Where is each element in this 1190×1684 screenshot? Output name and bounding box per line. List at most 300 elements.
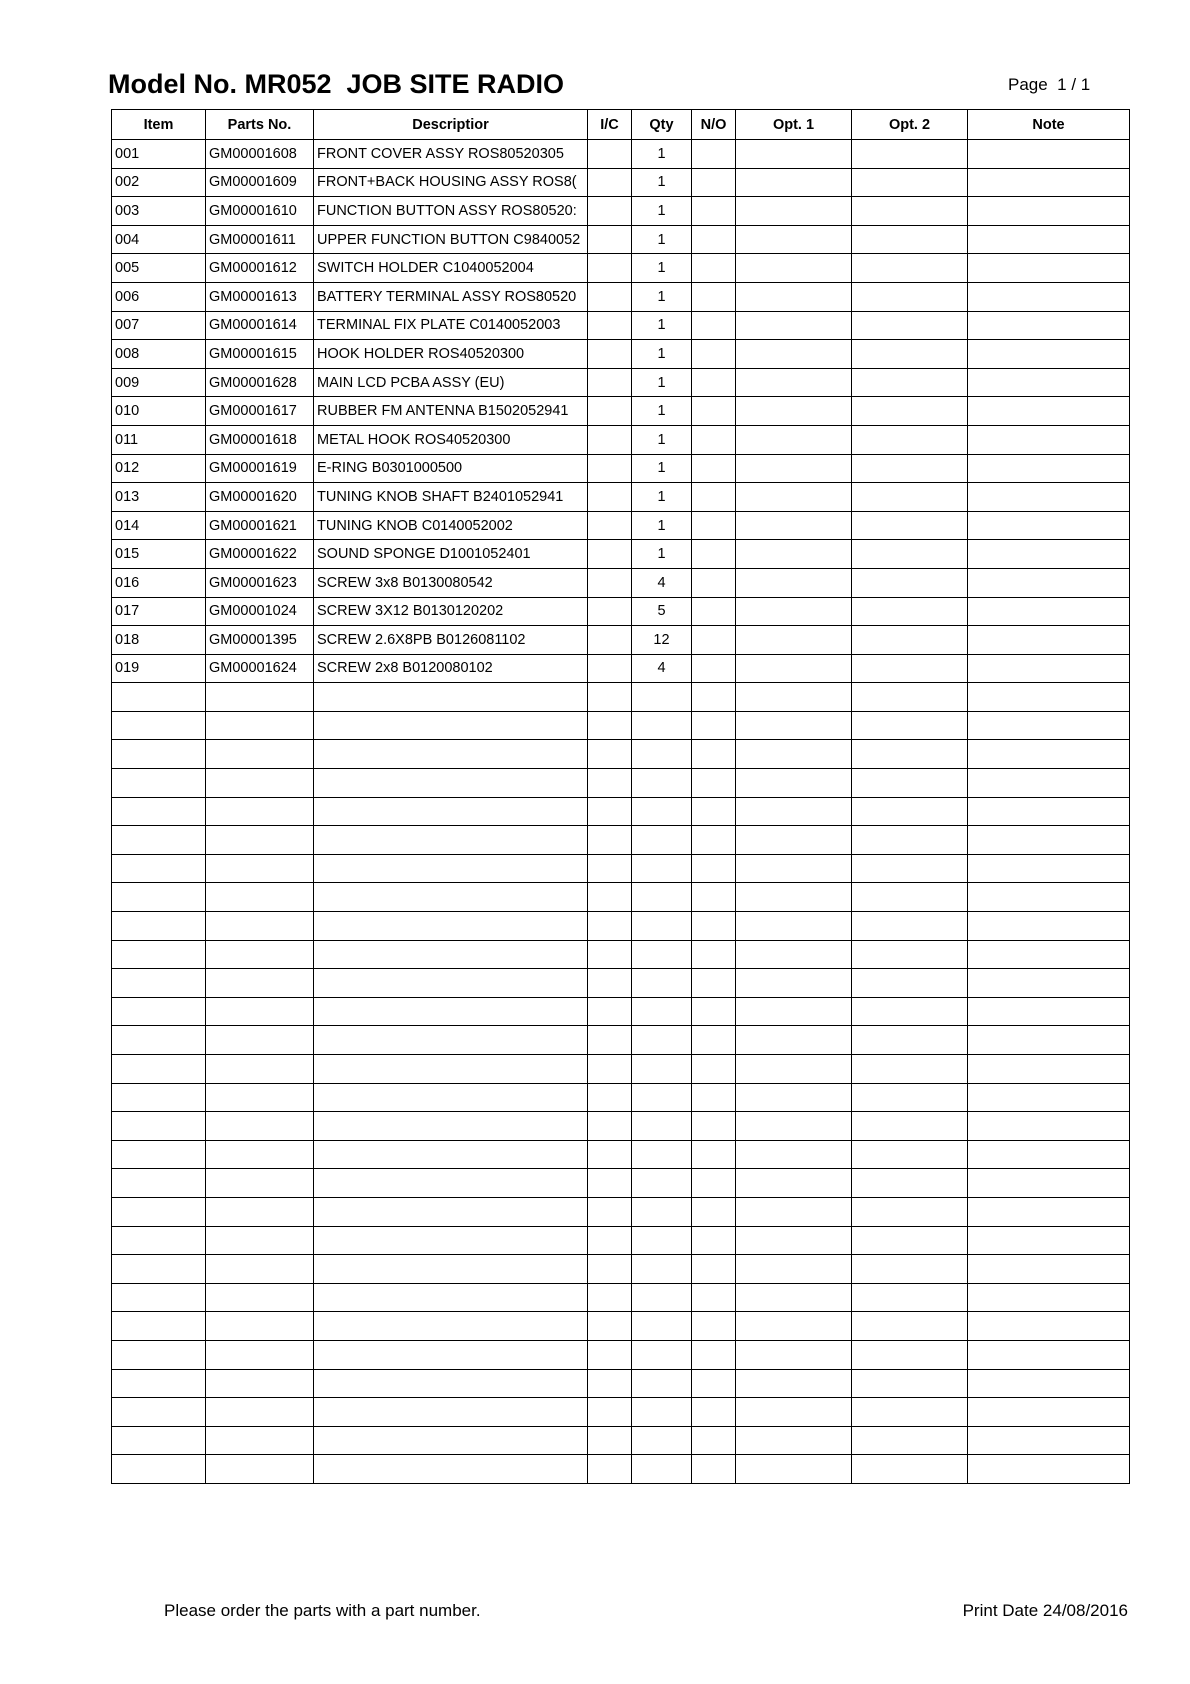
table-row: [112, 1169, 1130, 1198]
table-row: [112, 1283, 1130, 1312]
cell-opt2: [852, 1226, 968, 1255]
cell-description: BATTERY TERMINAL ASSY ROS80520: [314, 282, 588, 311]
cell-qty: 1: [632, 540, 692, 569]
cell-description: SCREW 2.6X8PB B0126081102: [314, 626, 588, 655]
table-row: [112, 969, 1130, 998]
cell-opt1: [736, 1369, 852, 1398]
cell-no: [692, 1455, 736, 1484]
cell-part-no: [206, 940, 314, 969]
cell-qty: [632, 826, 692, 855]
cell-opt1: [736, 511, 852, 540]
cell-no: [692, 282, 736, 311]
table-row: [112, 940, 1130, 969]
column-header-no: N/O: [692, 110, 736, 140]
cell-note: [968, 1283, 1130, 1312]
cell-description: [314, 1112, 588, 1141]
cell-note: [968, 826, 1130, 855]
cell-part-no: GM00001623: [206, 568, 314, 597]
cell-description: [314, 797, 588, 826]
cell-part-no: [206, 1455, 314, 1484]
cell-qty: 1: [632, 140, 692, 169]
cell-note: [968, 1340, 1130, 1369]
cell-description: SOUND SPONGE D1001052401: [314, 540, 588, 569]
cell-qty: [632, 740, 692, 769]
cell-ic: [588, 597, 632, 626]
cell-opt2: [852, 683, 968, 712]
table-row: [112, 1340, 1130, 1369]
cell-opt1: [736, 1226, 852, 1255]
cell-part-no: [206, 1283, 314, 1312]
table-row: [112, 425, 1130, 454]
cell-no: [692, 568, 736, 597]
cell-no: [692, 740, 736, 769]
cell-note: [968, 711, 1130, 740]
cell-part-no: [206, 1055, 314, 1084]
cell-opt1: [736, 626, 852, 655]
cell-opt2: [852, 1197, 968, 1226]
cell-item: [112, 940, 206, 969]
cell-note: [968, 311, 1130, 340]
column-header-opt2: Opt. 2: [852, 110, 968, 140]
table-row: [112, 1226, 1130, 1255]
cell-opt2: [852, 1112, 968, 1141]
cell-opt2: [852, 168, 968, 197]
cell-description: SCREW 3x8 B0130080542: [314, 568, 588, 597]
cell-description: SCREW 3X12 B0130120202: [314, 597, 588, 626]
cell-opt2: [852, 854, 968, 883]
cell-opt2: [852, 1398, 968, 1427]
table-row: [112, 225, 1130, 254]
cell-description: [314, 940, 588, 969]
cell-description: [314, 1140, 588, 1169]
cell-no: [692, 311, 736, 340]
cell-opt2: [852, 282, 968, 311]
cell-opt1: [736, 740, 852, 769]
column-header-parts-no: Parts No.: [206, 110, 314, 140]
cell-description: SCREW 2x8 B0120080102: [314, 654, 588, 683]
cell-item: 013: [112, 483, 206, 512]
table-row: [112, 1112, 1130, 1141]
cell-item: [112, 912, 206, 941]
cell-part-no: [206, 1226, 314, 1255]
cell-no: [692, 340, 736, 369]
cell-qty: [632, 912, 692, 941]
cell-opt2: [852, 1312, 968, 1341]
cell-qty: [632, 1340, 692, 1369]
table-row: [112, 1083, 1130, 1112]
table-row: [112, 311, 1130, 340]
cell-part-no: GM00001611: [206, 225, 314, 254]
cell-note: [968, 454, 1130, 483]
cell-note: [968, 854, 1130, 883]
cell-note: [968, 654, 1130, 683]
footer-print-date: Print Date 24/08/2016: [962, 1601, 1128, 1620]
cell-ic: [588, 826, 632, 855]
cell-ic: [588, 511, 632, 540]
cell-opt1: [736, 1140, 852, 1169]
cell-qty: [632, 1026, 692, 1055]
cell-item: 016: [112, 568, 206, 597]
table-row: [112, 1026, 1130, 1055]
cell-ic: [588, 1055, 632, 1084]
cell-item: [112, 826, 206, 855]
cell-no: [692, 1426, 736, 1455]
cell-no: [692, 425, 736, 454]
cell-item: 006: [112, 282, 206, 311]
cell-note: [968, 1369, 1130, 1398]
cell-item: [112, 1426, 206, 1455]
table-row: [112, 397, 1130, 426]
cell-opt2: [852, 1140, 968, 1169]
cell-qty: [632, 1455, 692, 1484]
cell-opt1: [736, 568, 852, 597]
cell-description: [314, 1083, 588, 1112]
cell-opt1: [736, 1083, 852, 1112]
cell-part-no: GM00001610: [206, 197, 314, 226]
cell-note: [968, 340, 1130, 369]
column-header-ic: I/C: [588, 110, 632, 140]
cell-opt2: [852, 1055, 968, 1084]
cell-qty: 12: [632, 626, 692, 655]
cell-note: [968, 197, 1130, 226]
table-row: [112, 854, 1130, 883]
cell-item: [112, 683, 206, 712]
cell-qty: 1: [632, 282, 692, 311]
cell-opt2: [852, 1169, 968, 1198]
cell-item: 012: [112, 454, 206, 483]
cell-note: [968, 769, 1130, 798]
table-row: [112, 568, 1130, 597]
table-row: [112, 1426, 1130, 1455]
cell-opt2: [852, 1340, 968, 1369]
cell-part-no: [206, 1340, 314, 1369]
cell-opt2: [852, 912, 968, 941]
table-row: [112, 626, 1130, 655]
cell-ic: [588, 1283, 632, 1312]
cell-qty: [632, 797, 692, 826]
table-row: [112, 711, 1130, 740]
cell-opt1: [736, 140, 852, 169]
cell-item: [112, 1340, 206, 1369]
table-row: [112, 597, 1130, 626]
table-header-row: [112, 110, 1130, 140]
cell-qty: 1: [632, 397, 692, 426]
cell-ic: [588, 540, 632, 569]
cell-ic: [588, 969, 632, 998]
cell-part-no: [206, 711, 314, 740]
table-row: [112, 1140, 1130, 1169]
cell-part-no: [206, 1255, 314, 1284]
cell-no: [692, 1283, 736, 1312]
cell-qty: 1: [632, 511, 692, 540]
cell-opt2: [852, 511, 968, 540]
cell-opt1: [736, 883, 852, 912]
cell-part-no: [206, 769, 314, 798]
cell-qty: [632, 1197, 692, 1226]
cell-description: [314, 883, 588, 912]
table-row: [112, 483, 1130, 512]
cell-item: [112, 1455, 206, 1484]
cell-part-no: GM00001618: [206, 425, 314, 454]
cell-opt1: [736, 397, 852, 426]
cell-opt2: [852, 1026, 968, 1055]
cell-no: [692, 654, 736, 683]
cell-qty: 1: [632, 483, 692, 512]
cell-ic: [588, 1140, 632, 1169]
cell-note: [968, 168, 1130, 197]
cell-item: [112, 997, 206, 1026]
cell-no: [692, 140, 736, 169]
page-number: Page 1 / 1: [1008, 75, 1091, 94]
table-row: [112, 1455, 1130, 1484]
cell-part-no: [206, 1398, 314, 1427]
cell-ic: [588, 425, 632, 454]
cell-part-no: [206, 1369, 314, 1398]
column-header-note: Note: [968, 110, 1130, 140]
cell-part-no: [206, 997, 314, 1026]
cell-no: [692, 797, 736, 826]
cell-description: [314, 1026, 588, 1055]
column-header-description: Descriptior: [314, 110, 588, 140]
cell-part-no: [206, 1140, 314, 1169]
cell-item: 002: [112, 168, 206, 197]
cell-description: [314, 1226, 588, 1255]
cell-description: FRONT+BACK HOUSING ASSY ROS8(: [314, 168, 588, 197]
cell-qty: [632, 1083, 692, 1112]
table-row: [112, 140, 1130, 169]
cell-part-no: GM00001609: [206, 168, 314, 197]
cell-note: [968, 483, 1130, 512]
cell-opt2: [852, 626, 968, 655]
cell-part-no: GM00001628: [206, 368, 314, 397]
cell-opt2: [852, 940, 968, 969]
cell-ic: [588, 1169, 632, 1198]
cell-opt1: [736, 1055, 852, 1084]
cell-part-no: GM00001613: [206, 282, 314, 311]
table-row: [112, 797, 1130, 826]
cell-description: HOOK HOLDER ROS40520300: [314, 340, 588, 369]
cell-no: [692, 940, 736, 969]
cell-qty: [632, 940, 692, 969]
cell-note: [968, 969, 1130, 998]
cell-no: [692, 1226, 736, 1255]
cell-item: 007: [112, 311, 206, 340]
cell-no: [692, 1340, 736, 1369]
table-row: [112, 511, 1130, 540]
cell-no: [692, 1369, 736, 1398]
cell-opt1: [736, 282, 852, 311]
cell-opt1: [736, 454, 852, 483]
page-title: Model No. MR052 JOB SITE RADIO: [108, 69, 565, 99]
cell-item: 018: [112, 626, 206, 655]
cell-opt2: [852, 140, 968, 169]
cell-opt1: [736, 711, 852, 740]
cell-note: [968, 140, 1130, 169]
cell-ic: [588, 912, 632, 941]
cell-ic: [588, 1112, 632, 1141]
cell-opt1: [736, 683, 852, 712]
cell-ic: [588, 940, 632, 969]
table-row: [112, 540, 1130, 569]
table-row: [112, 1197, 1130, 1226]
cell-description: [314, 1283, 588, 1312]
cell-opt2: [852, 1083, 968, 1112]
table-row: [112, 826, 1130, 855]
cell-part-no: GM00001615: [206, 340, 314, 369]
cell-note: [968, 1026, 1130, 1055]
cell-qty: 1: [632, 368, 692, 397]
cell-ic: [588, 168, 632, 197]
cell-opt1: [736, 1455, 852, 1484]
cell-description: [314, 1369, 588, 1398]
cell-item: [112, 1369, 206, 1398]
cell-opt2: [852, 311, 968, 340]
cell-ic: [588, 711, 632, 740]
cell-item: [112, 1169, 206, 1198]
cell-no: [692, 997, 736, 1026]
cell-note: [968, 626, 1130, 655]
cell-no: [692, 1255, 736, 1284]
cell-no: [692, 912, 736, 941]
cell-qty: [632, 683, 692, 712]
cell-item: [112, 854, 206, 883]
cell-no: [692, 540, 736, 569]
cell-opt2: [852, 254, 968, 283]
cell-ic: [588, 1369, 632, 1398]
cell-qty: [632, 1283, 692, 1312]
cell-ic: [588, 140, 632, 169]
cell-qty: 1: [632, 168, 692, 197]
cell-opt1: [736, 1426, 852, 1455]
cell-item: [112, 1112, 206, 1141]
cell-no: [692, 597, 736, 626]
cell-opt1: [736, 969, 852, 998]
cell-ic: [588, 1398, 632, 1427]
cell-ic: [588, 454, 632, 483]
cell-description: E-RING B0301000500: [314, 454, 588, 483]
cell-qty: [632, 1112, 692, 1141]
cell-opt2: [852, 740, 968, 769]
cell-item: 017: [112, 597, 206, 626]
cell-part-no: [206, 826, 314, 855]
cell-opt1: [736, 483, 852, 512]
cell-note: [968, 1112, 1130, 1141]
column-header-opt1: Opt. 1: [736, 110, 852, 140]
cell-opt1: [736, 540, 852, 569]
cell-qty: 4: [632, 654, 692, 683]
cell-part-no: GM00001617: [206, 397, 314, 426]
table-row: [112, 1398, 1130, 1427]
cell-item: [112, 883, 206, 912]
footer-order-note: Please order the parts with a part number.: [164, 1601, 481, 1620]
cell-qty: [632, 969, 692, 998]
cell-item: 019: [112, 654, 206, 683]
cell-part-no: [206, 1026, 314, 1055]
cell-part-no: [206, 1169, 314, 1198]
cell-ic: [588, 1026, 632, 1055]
cell-description: TERMINAL FIX PLATE C0140052003: [314, 311, 588, 340]
cell-opt1: [736, 797, 852, 826]
cell-ic: [588, 254, 632, 283]
cell-item: [112, 740, 206, 769]
cell-opt2: [852, 368, 968, 397]
cell-ic: [588, 1455, 632, 1484]
cell-no: [692, 483, 736, 512]
cell-item: [112, 1398, 206, 1427]
cell-no: [692, 1197, 736, 1226]
cell-description: [314, 854, 588, 883]
cell-opt2: [852, 597, 968, 626]
cell-opt2: [852, 711, 968, 740]
cell-ic: [588, 340, 632, 369]
table-row: [112, 997, 1130, 1026]
cell-no: [692, 1083, 736, 1112]
cell-ic: [588, 997, 632, 1026]
cell-no: [692, 254, 736, 283]
cell-part-no: GM00001624: [206, 654, 314, 683]
cell-note: [968, 912, 1130, 941]
cell-no: [692, 397, 736, 426]
cell-no: [692, 683, 736, 712]
cell-note: [968, 568, 1130, 597]
cell-description: FUNCTION BUTTON ASSY ROS80520:: [314, 197, 588, 226]
cell-no: [692, 626, 736, 655]
cell-ic: [588, 197, 632, 226]
table-row: [112, 1369, 1130, 1398]
cell-opt1: [736, 168, 852, 197]
cell-note: [968, 1055, 1130, 1084]
cell-qty: 4: [632, 568, 692, 597]
cell-part-no: [206, 1083, 314, 1112]
cell-part-no: [206, 740, 314, 769]
cell-note: [968, 511, 1130, 540]
cell-ic: [588, 397, 632, 426]
cell-description: FRONT COVER ASSY ROS80520305: [314, 140, 588, 169]
cell-part-no: [206, 1112, 314, 1141]
cell-part-no: GM00001608: [206, 140, 314, 169]
cell-no: [692, 225, 736, 254]
cell-opt2: [852, 425, 968, 454]
cell-opt1: [736, 254, 852, 283]
cell-ic: [588, 311, 632, 340]
cell-qty: 1: [632, 311, 692, 340]
cell-description: RUBBER FM ANTENNA B1502052941: [314, 397, 588, 426]
cell-description: [314, 1312, 588, 1341]
cell-part-no: GM00001612: [206, 254, 314, 283]
cell-part-no: [206, 912, 314, 941]
table-row: [112, 883, 1130, 912]
cell-description: TUNING KNOB C0140052002: [314, 511, 588, 540]
cell-description: [314, 997, 588, 1026]
cell-ic: [588, 1226, 632, 1255]
cell-part-no: [206, 1197, 314, 1226]
cell-no: [692, 1140, 736, 1169]
cell-opt2: [852, 826, 968, 855]
cell-note: [968, 797, 1130, 826]
cell-item: 015: [112, 540, 206, 569]
cell-ic: [588, 1197, 632, 1226]
cell-note: [968, 1312, 1130, 1341]
table-row: [112, 168, 1130, 197]
cell-ic: [588, 854, 632, 883]
cell-ic: [588, 626, 632, 655]
cell-qty: 1: [632, 340, 692, 369]
cell-item: [112, 1026, 206, 1055]
cell-opt2: [852, 540, 968, 569]
cell-note: [968, 683, 1130, 712]
parts-table: [111, 109, 1130, 1484]
cell-part-no: [206, 969, 314, 998]
